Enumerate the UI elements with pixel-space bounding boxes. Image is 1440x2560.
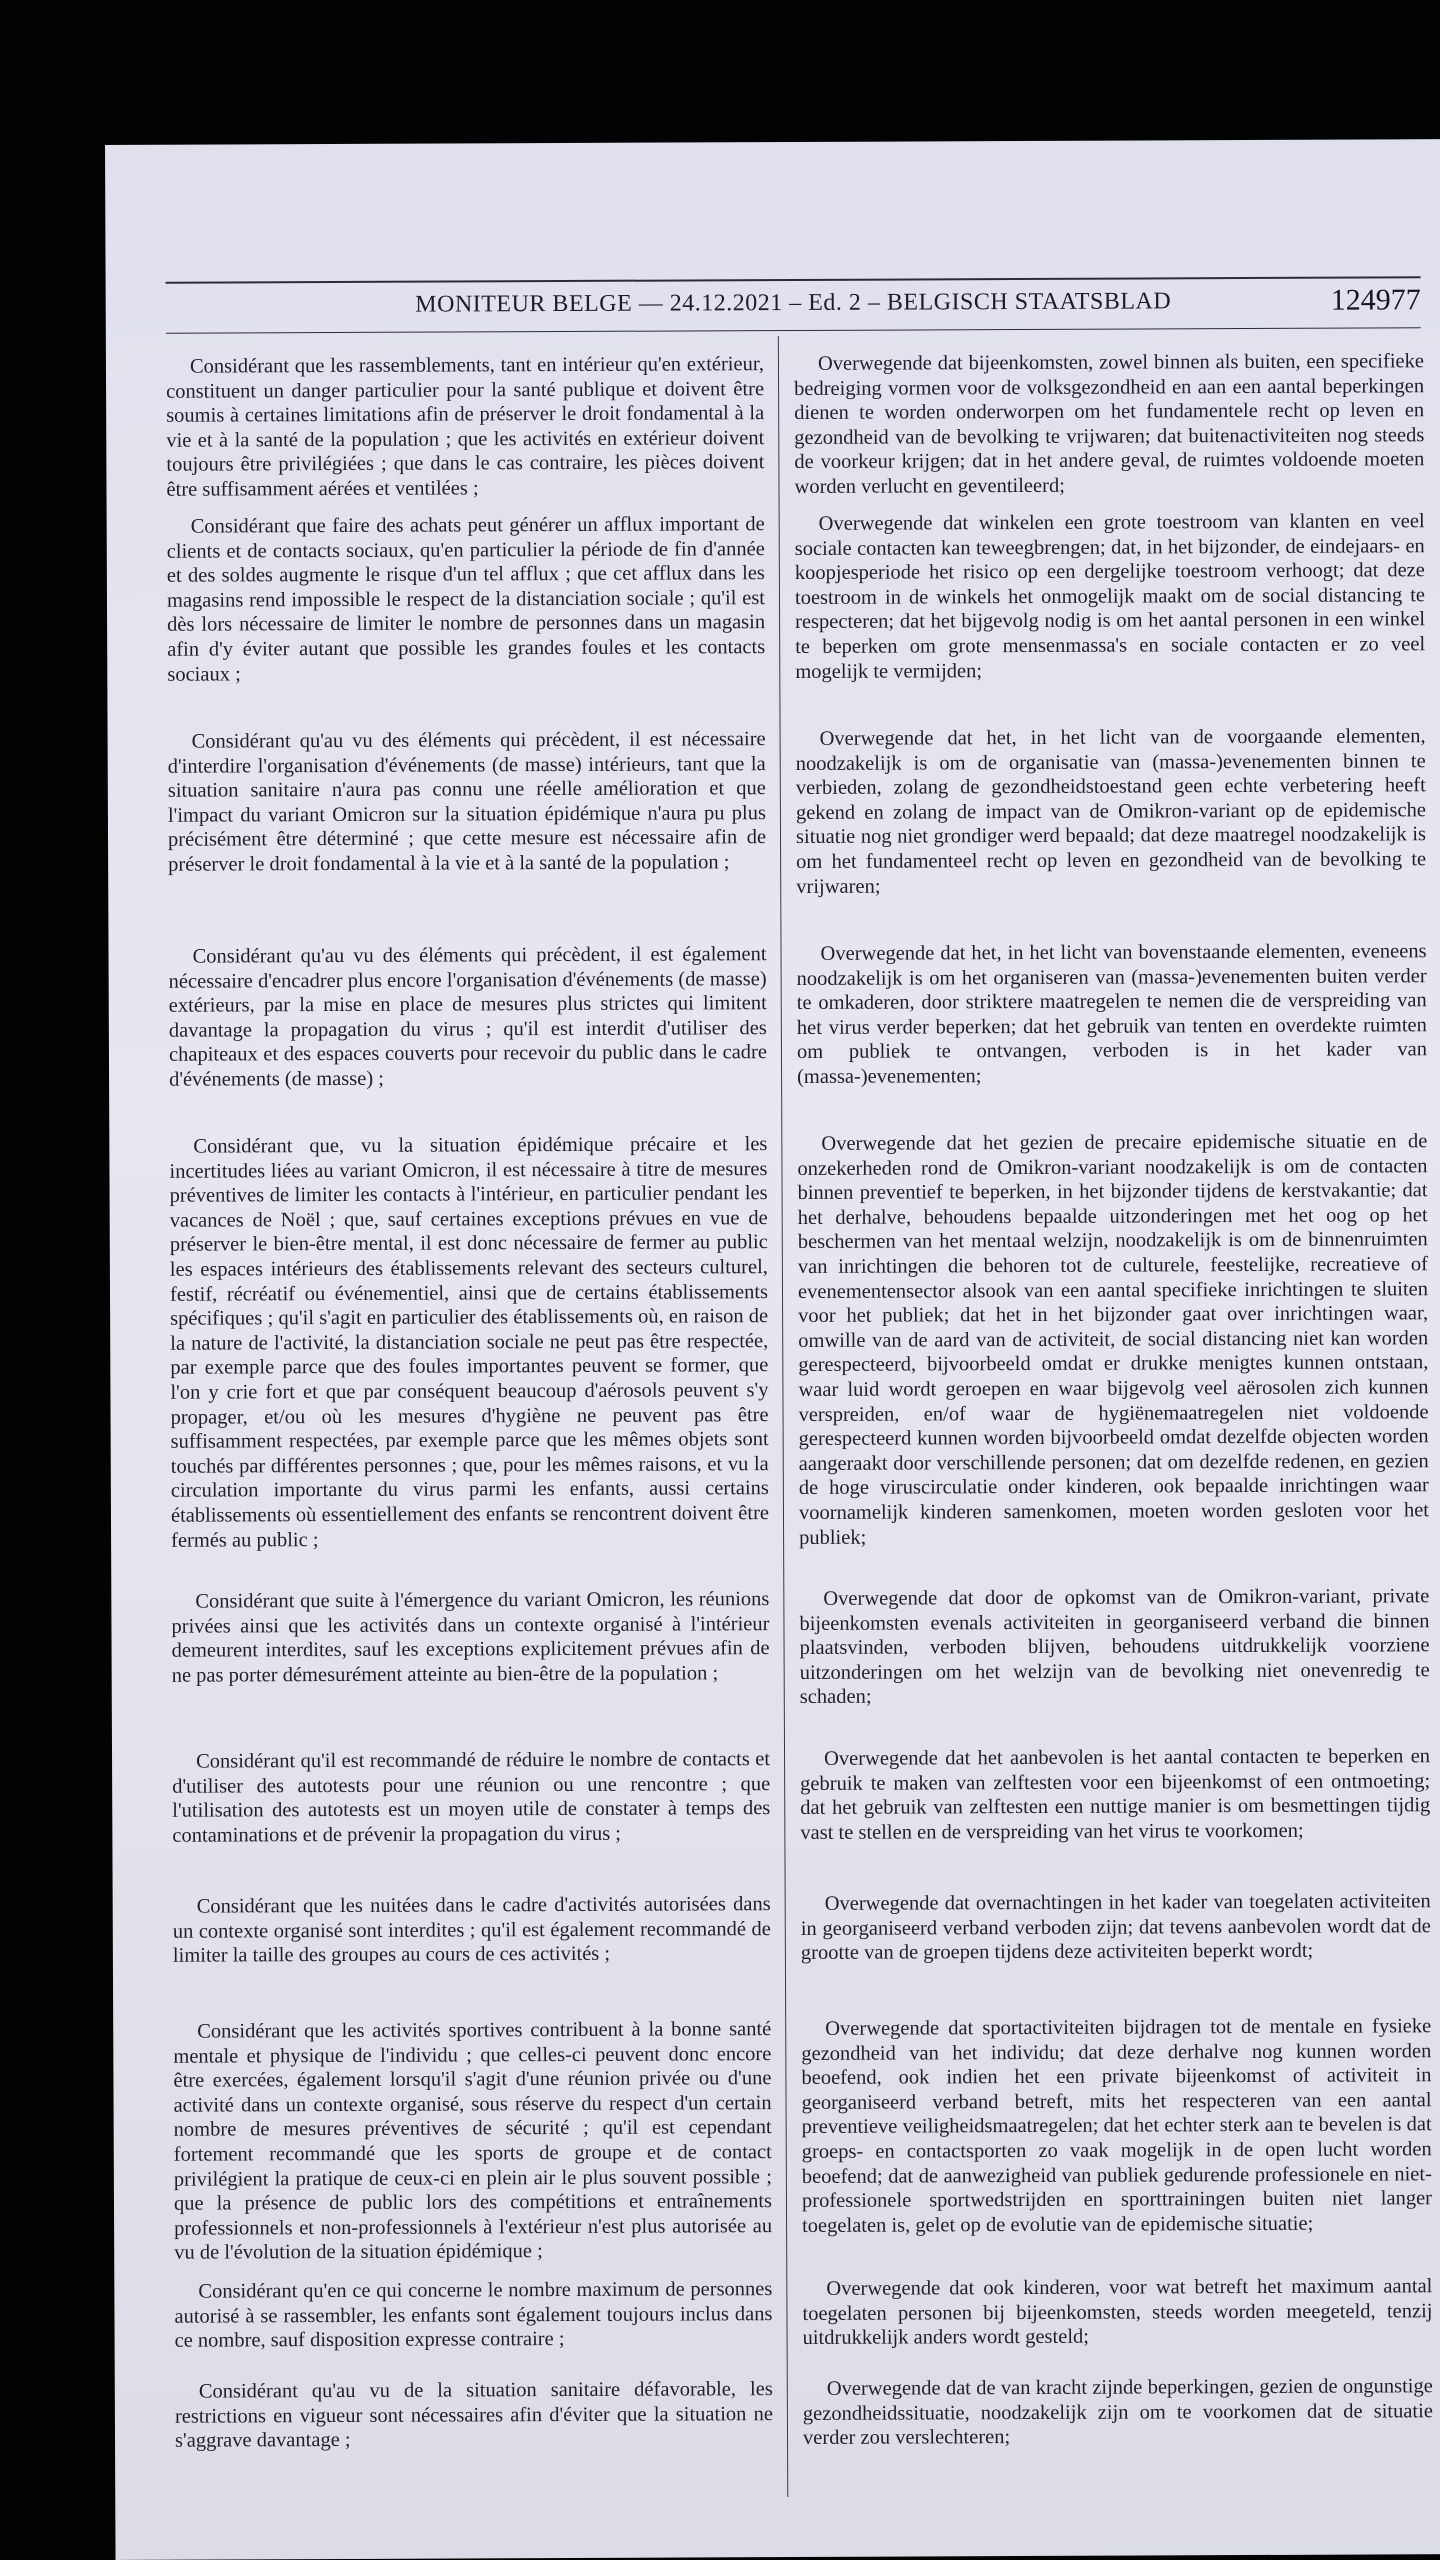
publication-title: MONITEUR BELGE — 24.12.2021 – Ed. 2 – BELGISCH STAATSBLAD [415,288,1172,318]
page-number: 124977 [1330,283,1421,317]
french-paragraph: Considérant qu'au vu de la situation sanitaire défavorable, les restrictions en vigueur sont nécessaires afin d'éviter que la situation ne s'aggrave davantage ; [174,2378,773,2452]
header-bottom-rule [166,327,1421,333]
dutch-paragraph: Overwegende dat het, in het licht van bovenstaande elementen, eveneens noodzakelijk is om het organiseren van (massa-)evenementen buiten verder te omkaderen, door striktere maatregelen te nemen die de verspreiding van het virus verder beperken; dat het gebruik van tenten en overdekte ruimten om publiek te ontvangen, verboden is in het kader van (massa-)evenementen; [796,940,1428,1088]
french-paragraph: Considérant qu'il est recommandé de réduire le nombre de contacts et d'utiliser des autotests pour une réunion ou une rencontre ; que l'utilisation des autotests est un moyen utile de constater à temps des contaminations et de prévenir la propagation du virus ; [172,1748,771,1847]
dutch-paragraph: Overwegende dat de van kracht zijnde beperkingen, gezien de ongunstige gezondheidssituatie, noodzakelijk zijn om te voorkomen dat de situatie verder zou verslechteren; [802,2375,1433,2450]
page-header [166,283,1421,326]
french-paragraph: Considérant qu'en ce qui concerne le nombre maximum de personnes autorisé à se rassembler, les enfants sont également toujours inclus dans ce nombre, sauf disposition expresse contraire ; [174,2278,773,2352]
column-divider [778,336,788,2497]
dutch-paragraph: Overwegende dat het, in het licht van de voorgaande elementen, noodzakelijk is om de organisatie van (massa-)evenementen binnen te verbieden, zolang de gezondheidstoestand geen echte verbetering heeft gekend en zolang de impact van de Omikron-variant op de epidemische situatie nog niet grondiger werd bepaald; dat deze maatregel noodzakelijk is om het fundamenteel recht op leven en gezondheid van de bevolking te vrijwaren; [795,725,1427,898]
dutch-paragraph: Overwegende dat overnachtingen in het kader van toegelaten activiteiten in georganiseerd verband verboden zijn; dat tevens aanbevolen wordt dat de grootte van de groepen tijdens deze activiteiten beperkt wordt; [800,1890,1431,1965]
dutch-paragraph: Overwegende dat door de opkomst van de Omikron-variant, private bijeenkomsten evenals activiteiten in georganiseerd verband die binnen plaatsvinden, verboden blijven, behoudens uitdrukkelijk voorziene uitzonderingen om het welzijn van de bevolking niet onevenredig te schaden; [799,1585,1430,1709]
french-paragraph: Considérant que les rassemblements, tant en intérieur qu'en extérieur, constituent un danger particulier pour la santé publique et doivent être soumis à certaines limitations afin de préserver le droit fondamental à la vie et à la santé de la population ; que les activités en extérieur doivent toujours être privilégiées ; que dans le cas contraire, les pièces doivent être suffisamment aérées et ventilées ; [166,353,765,501]
french-paragraph: Considérant qu'au vu des éléments qui précèdent, il est également nécessaire d'encadrer plus encore l'organisation d'événements (de masse) extérieurs, par la mise en place de mesures plus strictes qui limitent davantage la propagation du virus ; qu'il est interdit d'utiliser des chapiteaux et des espaces couverts pour recevoir du public dans le cadre d'événements (de masse) ; [168,943,768,1091]
dutch-column [794,349,1433,2450]
dutch-paragraph: Overwegende dat het gezien de precaire epidemische situatie en de onzekerheden rond de Omikron-variant noodzakelijk is om de contacten binnen preventief te beperken, in het bijzonder tijdens de kerstvakantie; dat het derhalve, behoudens bepaalde uitzonderingen met het oog op het beschermen van het mentaal welzijn, noodzakelijk is om de binnenruimten van inrichtingen die behoren tot de culturele, feestelijke, recreatieve of evenementensector alsook van een aantal specifieke inrichtingen te sluiten voor het publiek; dat het in het bijzonder gaat over inrichtingen waar, omwille van de aard van de activiteit, de social distancing niet kan worden gerespecteerd, bijvoorbeeld omdat er drukke menigtes kunnen ontstaan, waar luid wordt geroepen en waar bijgevolg veel aërosolen zich kunnen verspreiden, en/of waar de hygiënemaatregelen niet voldoende gerespecteerd kunnen worden bijvoorbeeld omdat dezelfde objecten worden aangeraakt door verschillende personen; dat om dezelfde redenen, en gezien de hoge viruscirculatie onder kinderen, ook bepaalde inrichtingen waar voornamelijk kinderen samenkomen, moeten worden gesloten voor het publiek; [797,1130,1430,1549]
dutch-paragraph: Overwegende dat bijeenkomsten, zowel binnen als buiten, een specifieke bedreiging vormen voor de volksgezondheid en aan een aantal beperkingen dienen te worden onderworpen om het fundamentele recht op leven en gezondheid van de bevolking te vrijwaren; dat buitenactiviteiten nog steeds de voorkeur krijgen; dat in het andere geval, de ruimtes voldoende moeten worden verlucht en geventileerd; [794,350,1425,498]
french-paragraph: Considérant que, vu la situation épidémique précaire et les incertitudes liées au variant Omicron, il est nécessaire à titre de mesures préventives de limiter les contacts à l'intérieur, en particulier pendant les vacances de Noël ; que, sauf certaines exceptions prévues en vue de préserver le bien-être mental, il est donc nécessaire de fermer au public les espaces intérieurs des établissements relevant des secteurs culturel, festif, récréatif ou événementiel, ainsi que de certains établissements spécifiques ; qu'il s'agit en particulier des établissements où, en raison de la nature de l'activité, la distanciation sociale ne peut pas être respectée, par exemple parce que des foules importantes peuvent se former, que l'on y crie fort et que par conséquent beaucoup d'aérosols peuvent s'y propager, et/ou où les mesures d'hygiène ne peuvent pas être suffisamment respectées, par exemple parce que les mêmes objets sont touchés par différentes personnes ; que, pour les mêmes raisons, et vu la circulation importante du virus parmi les enfants, aussi certains établissements où essentiellement des enfants se rencontrent doivent être fermés au public ; [169,1133,770,1552]
header-top-rule [166,276,1421,283]
french-column [166,352,773,2452]
french-paragraph: Considérant que faire des achats peut générer un afflux important de clients et de contacts sociaux, qu'en particulier la période de fin d'année et des soldes augmente le risque d'un tel afflux ; que cet afflux dans les magasins rend impossible le respect de la distanciation sociale ; qu'il est dès lors nécessaire de limiter le nombre de personnes dans un magasin afin d'y éviter autant que possible les grandes foules et les contacts sociaux ; [166,513,766,686]
french-paragraph: Considérant qu'au vu des éléments qui précèdent, il est nécessaire d'interdire l'organisation d'événements (de masse) intérieurs, tant que la situation sanitaire n'aura pas connu une réelle amélioration et que l'impact du variant Omicron sur la situation épidémique n'aura pu plus précisément être déterminé ; que cette mesure est nécessaire afin de préserver le droit fondamental à la vie et à la santé de la population ; [167,728,767,876]
french-paragraph: Considérant que suite à l'émergence du variant Omicron, les réunions privées ainsi que les activités dans un contexte organisé à l'intérieur demeurent interdites, sauf les exceptions explicitement prévues afin de ne pas porter démesurément atteinte au bien-être de la population ; [171,1588,770,1687]
gazette-page [105,139,1440,2560]
french-paragraph: Considérant que les nuitées dans le cadre d'activités autorisées dans un contexte organisé sont interdites ; qu'il est également recommandé de limiter la taille des groupes au cours de ces activités ; [172,1893,771,1967]
dutch-paragraph: Overwegende dat het aanbevolen is het aantal contacten te beperken en gebruik te maken van zelftesten voor een bijeenkomst of een ontmoeting; dat het gebruik van zelftesten een nuttige manier is om besmettingen tijdig vast te stellen en de verspreiding van het virus te voorkomen; [800,1745,1431,1844]
dutch-paragraph: Overwegende dat sportactiviteiten bijdragen tot de mentale en fysieke gezondheid van het individu; dat deze derhalve nog kunnen worden beoefend, ook indien het een private bijeenkomst of activiteit in georganiseerd verband betreft, mits het respecteren van een aantal preventieve veiligheidsmaatregelen; dat het echter sterk aan te bevelen is dat groeps- en contactsporten zo vaak mogelijk in de open lucht worden beoefend; dat de aanwezigheid van publiek gedurende professionele en niet-professionele sportwedstrijden en sporttrainingen buiten niet langer toegelaten is, gelet op de evolutie van de epidemische situatie; [801,2015,1433,2237]
dutch-paragraph: Overwegende dat winkelen een grote toestroom van klanten en veel sociale contacten kan teweegbrengen; dat, in het bijzonder, de eindejaars- en koopjesperiode het risico op een dergelijke toestroom verhoogt; dat deze toestroom in de winkels het onmogelijk maakt om de social distancing te respecteren; dat het bijgevolg nodig is om het aantal personen in een winkel te beperken om grote mensenmassa's en sociale contacten er zo veel mogelijk te vermijden; [794,510,1426,683]
dutch-paragraph: Overwegende dat ook kinderen, voor wat betreft het maximum aantal toegelaten personen bij bijeenkomsten, steeds worden meegeteld, tenzij uitdrukkelijk anders wordt gesteld; [802,2275,1433,2350]
french-paragraph: Considérant que les activités sportives contribuent à la bonne santé mentale et physique de l'individu ; que celles-ci peuvent donc encore être exercées, également lorsqu'il s'agit d'une réunion privée ou d'une activité dans un contexte organisé, sous réserve du respect d'un certain nombre de mesures préventives de sécurité ; qu'il est cependant fortement recommandé que les sports de groupe et de contact privilégient la pratique de ceux-ci en plein air le plus souvent possible ; que la présence de public lors des compétitions et entraînements professionnels et non-professionnels à l'extérieur n'est plus autorisée au vu de l'évolution de la situation épidémique ; [173,2018,773,2265]
